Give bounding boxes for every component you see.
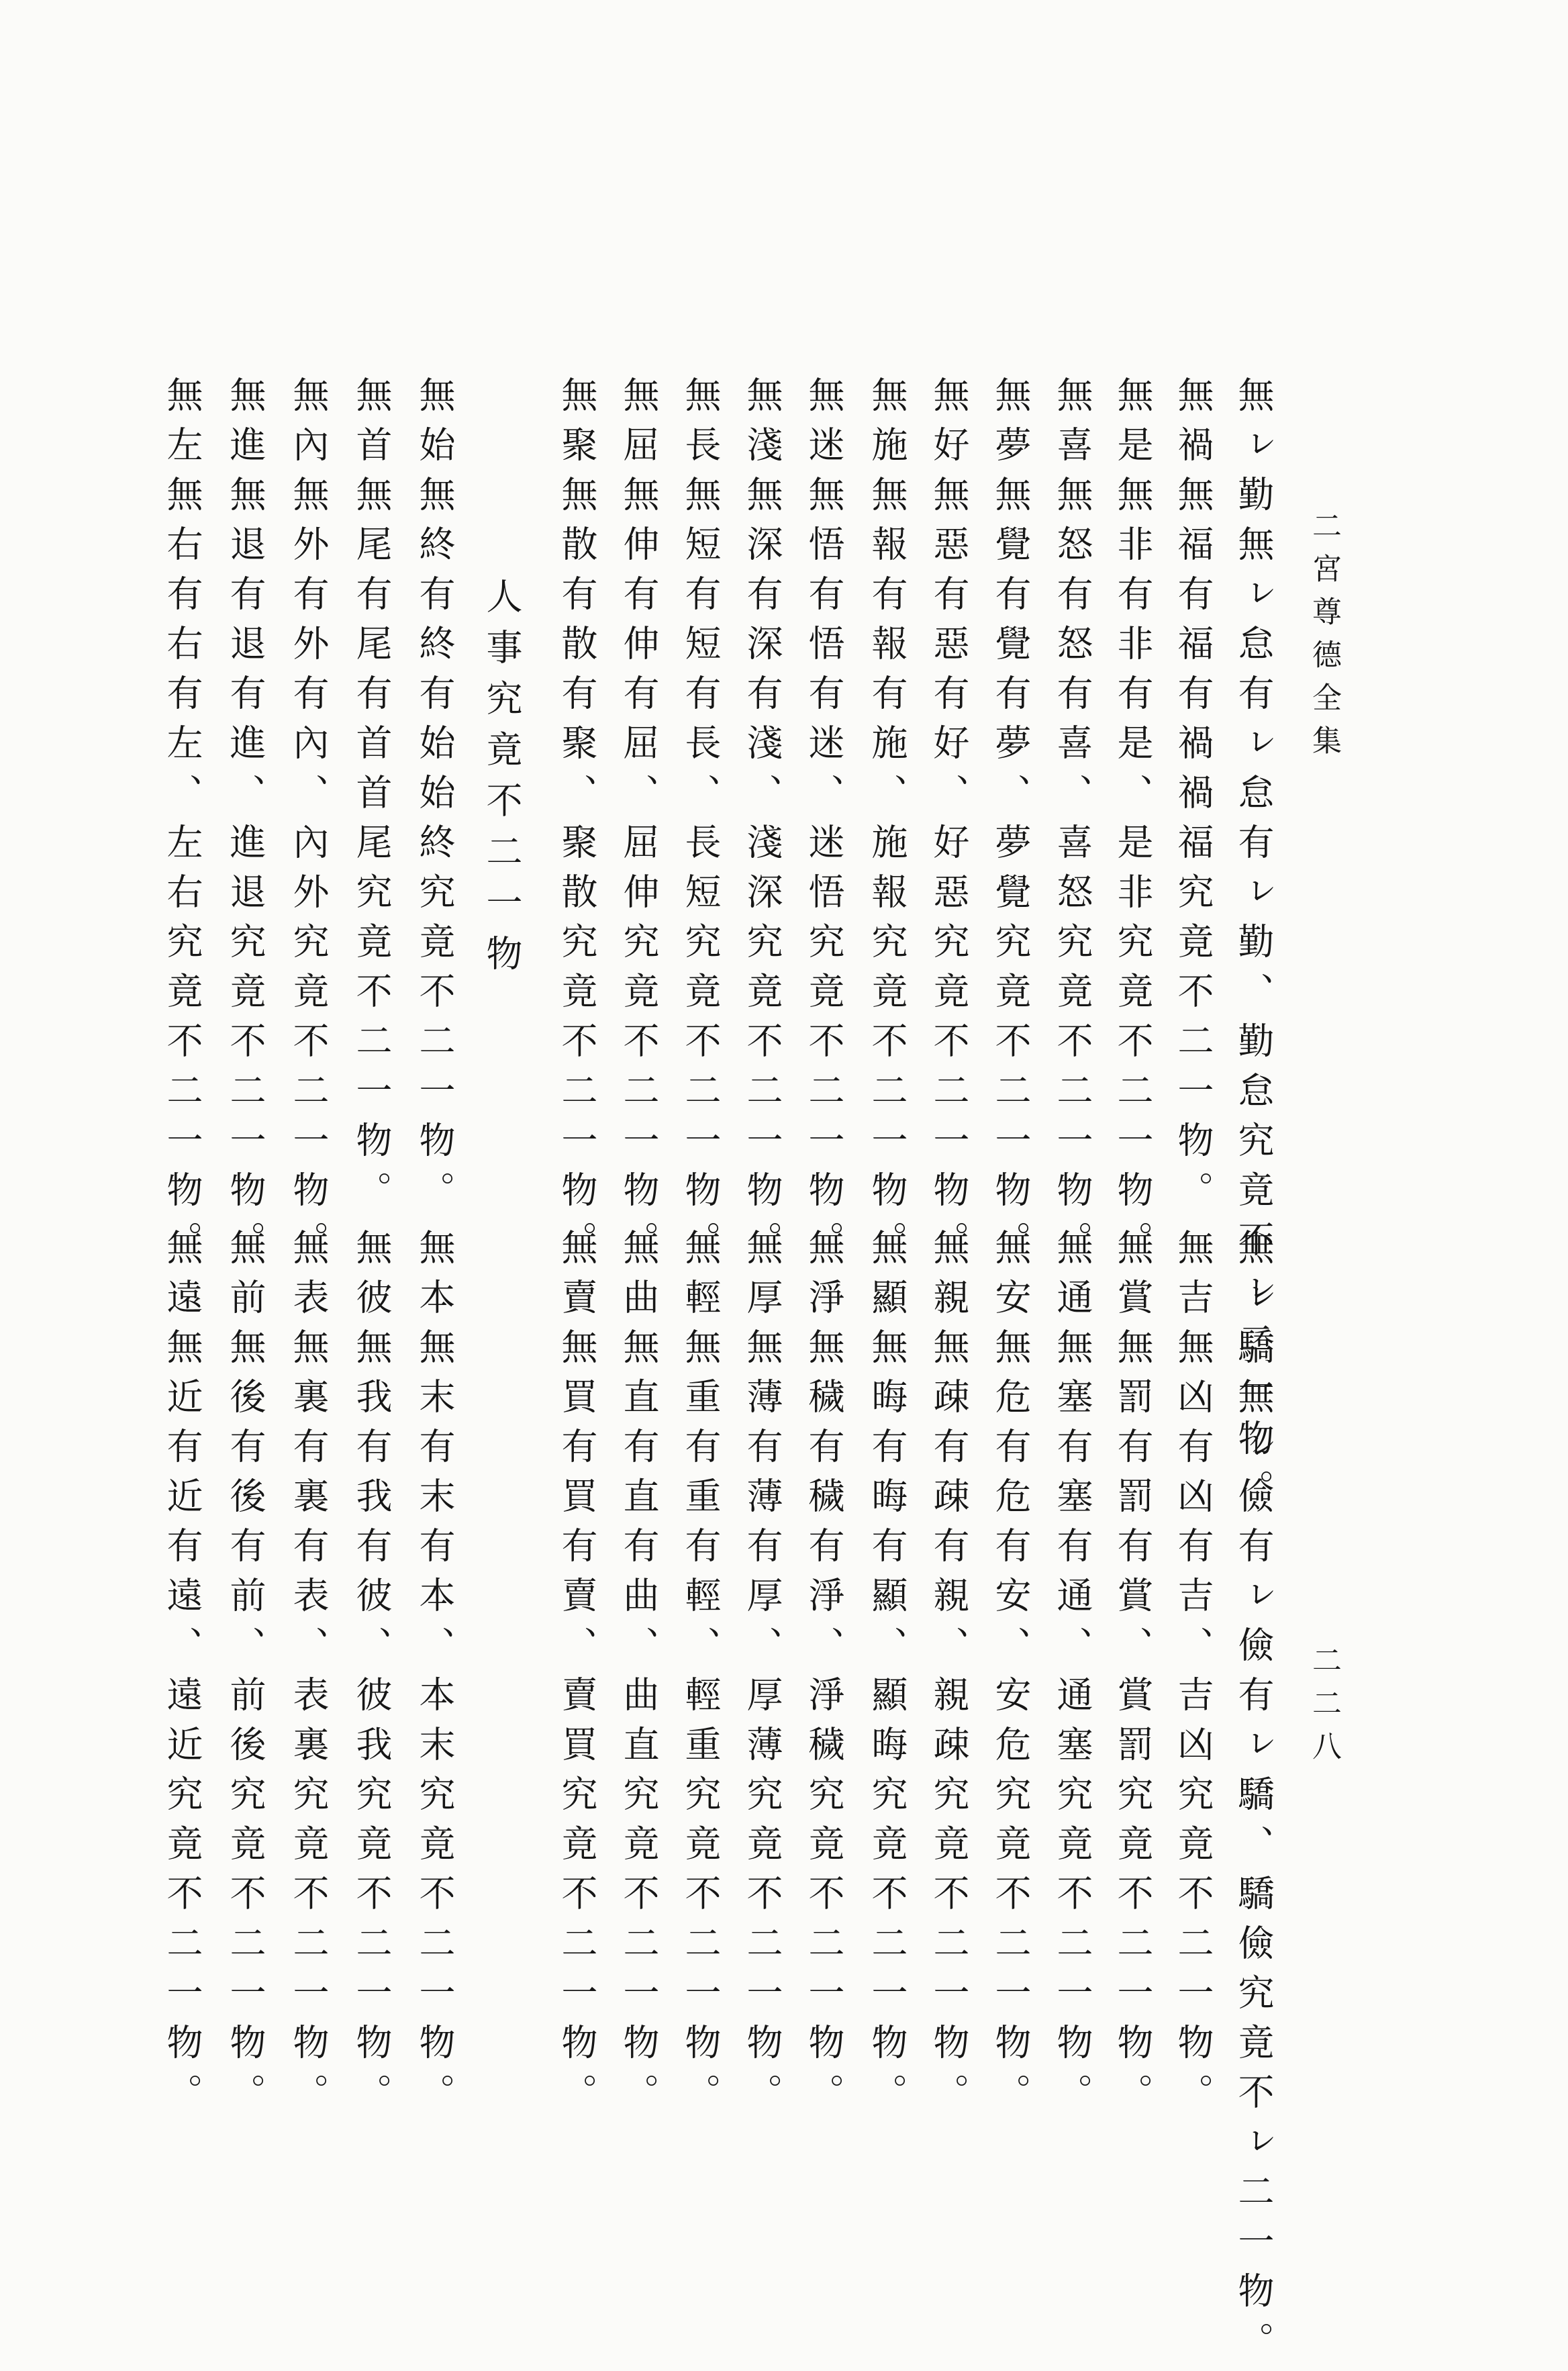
text-line: 無前無後有後有前、前後究竟不二一物。: [224, 1228, 266, 2123]
book-title: 二宮尊德全集: [1307, 510, 1341, 768]
text-line: 無賞無罰有罰有賞、賞罰究竟不二一物。: [1112, 1228, 1154, 2123]
text-line: 無表無裏有裏有表、表裏究竟不二一物。: [287, 1228, 330, 2123]
page-number: 二二八: [1307, 1645, 1341, 1774]
text-line: 無輕無重有重有輕、輕重究竟不二一物。: [679, 1228, 722, 2123]
text-line: 無內無外有外有內、內外究竟不二一物。: [287, 376, 330, 1270]
text-line: 無長無短有短有長、長短究竟不二一物。: [679, 376, 722, 1270]
text-line: 無ㇾ勤無ㇾ怠有ㇾ怠有ㇾ勤、勤怠究竟不ㇾ二一物。: [1232, 376, 1275, 1518]
text-line: 無首無尾有尾有首首尾究竟不二一物。: [350, 376, 393, 1220]
section-subtitle: 人事究竟不二一物: [481, 577, 523, 985]
text-line: 無賣無買有買有賣、賣買究竟不二一物。: [556, 1228, 598, 2123]
text-line: 無施無報有報有施、施報究竟不二一物。: [866, 376, 908, 1270]
text-line: 無安無危有危有安、安危究竟不二一物。: [989, 1228, 1032, 2123]
text-line: 無曲無直有直有曲、曲直究竟不二一物。: [618, 1228, 660, 2123]
text-line: 無好無惡有惡有好、好惡究竟不二一物。: [928, 376, 970, 1270]
text-line: 無通無塞有塞有通、通塞究竟不二一物。: [1051, 1228, 1093, 2123]
text-line: 無進無退有退有進、進退究竟不二一物。: [224, 376, 266, 1270]
text-line: 無左無右有右有左、左右究竟不二一物。: [161, 376, 203, 1270]
text-line: 無夢無覺有覺有夢、夢覺究竟不二一物。: [989, 376, 1032, 1270]
text-line: 無淺無深有深有淺、淺深究竟不二一物。: [741, 376, 783, 1270]
text-line: 無屈無伸有伸有屈、屈伸究竟不二一物。: [618, 376, 660, 1270]
text-line: 無迷無悟有悟有迷、迷悟究竟不二一物。: [803, 376, 845, 1270]
text-line: 無是無非有非有是、是非究竟不二一物。: [1112, 376, 1154, 1270]
text-line: 無始無終有終有始始終究竟不二一物。: [413, 376, 456, 1220]
text-line: 無聚無散有散有聚、聚散究竟不二一物。: [556, 376, 598, 1270]
text-line: 無ㇾ驕無ㇾ儉有ㇾ儉有ㇾ驕、驕儉究竟不ㇾ二一物。: [1232, 1228, 1275, 2371]
text-line: 無本無末有末有本、本末究竟不二一物。: [413, 1228, 456, 2123]
text-line: 無淨無穢有穢有淨、淨穢究竟不二一物。: [803, 1228, 845, 2123]
text-line: 無喜無怒有怒有喜、喜怒究竟不二一物。: [1051, 376, 1093, 1270]
text-line: 無彼無我有我有彼、彼我究竟不二一物。: [350, 1228, 393, 2123]
text-line: 無禍無福有福有禍禍福究竟不二一物。: [1172, 376, 1214, 1220]
text-line: 無吉無凶有凶有吉、吉凶究竟不二一物。: [1172, 1228, 1214, 2123]
text-line: 無親無疎有疎有親、親疎究竟不二一物。: [928, 1228, 970, 2123]
text-line: 無遠無近有近有遠、遠近究竟不二一物。: [161, 1228, 203, 2123]
text-line: 無厚無薄有薄有厚、厚薄究竟不二一物。: [741, 1228, 783, 2123]
text-line: 無顯無晦有晦有顯、顯晦究竟不二一物。: [866, 1228, 908, 2123]
